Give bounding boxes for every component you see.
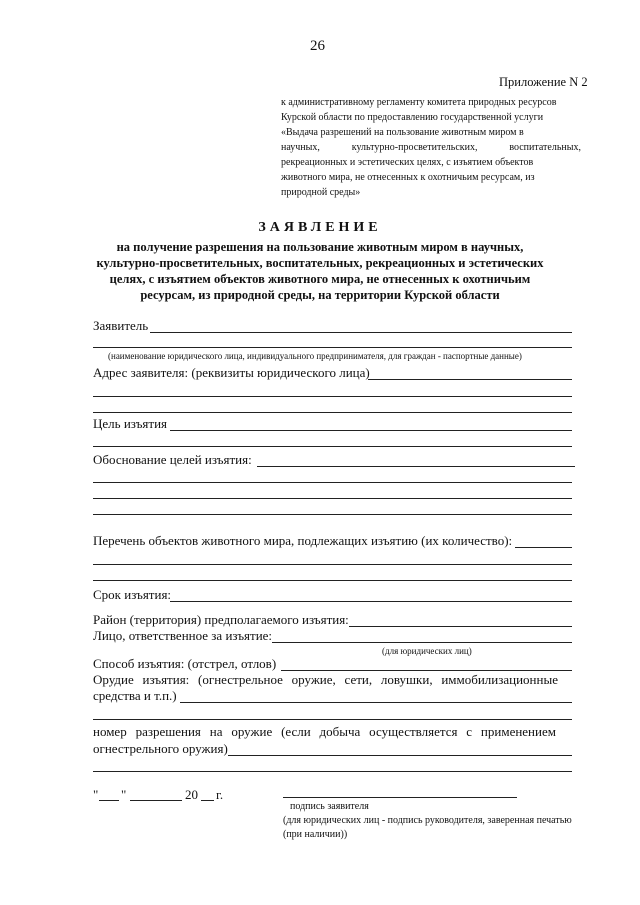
term-label: Срок изъятия: xyxy=(93,587,172,602)
purpose-field[interactable] xyxy=(93,446,572,447)
objects-field[interactable] xyxy=(515,547,572,548)
purpose-field[interactable] xyxy=(170,430,572,431)
permit-field[interactable] xyxy=(228,755,572,756)
address-field[interactable] xyxy=(93,412,572,413)
permit-word: на xyxy=(209,724,223,739)
title-line: культурно-просветительных, воспитательных, рекреационных и эстетических xyxy=(96,256,544,270)
tools-word: сети, xyxy=(344,672,373,687)
date-year-suffix: г. xyxy=(216,787,224,802)
date-year-prefix: 20 xyxy=(185,787,198,802)
reglament-line xyxy=(281,142,581,153)
reglament-line: животного мира, не отнесенных к охотничьим ресурсам, из xyxy=(281,172,535,183)
document-title: ЗАЯВЛЕНИЕ xyxy=(258,220,382,235)
address-field[interactable] xyxy=(93,396,572,397)
tools-label-line2: средства и т.п.) xyxy=(93,688,177,703)
permit-field[interactable] xyxy=(93,771,572,772)
appendix-label: Приложение N 2 xyxy=(499,75,588,89)
district-label: Район (территория) предполагаемого изъятия: xyxy=(93,612,349,627)
signature-hint: (при наличии)) xyxy=(283,829,348,840)
tools-word: ловушки, xyxy=(380,672,433,687)
justification-field[interactable] xyxy=(257,466,575,467)
title-line: ресурсам, из природной среды, на территории Курской области xyxy=(140,288,500,302)
permit-word: осуществляется xyxy=(369,724,458,739)
objects-field[interactable] xyxy=(93,564,572,565)
tools-word: оружие, xyxy=(291,672,336,687)
reglament-line: к административному регламенту комитета природных ресурсов xyxy=(281,97,557,108)
responsible-hint: (для юридических лиц) xyxy=(382,646,472,656)
reglament-line: рекреационных и эстетических целях, с изъятием объектов xyxy=(281,157,534,168)
applicant-hint: (наименование юридического лица, индивидуального предпринимателя, для граждан - паспортные данные) xyxy=(108,351,522,361)
responsible-label: Лицо, ответственное за изъятие: xyxy=(93,628,273,643)
permit-word: с xyxy=(466,724,473,739)
title-line: на получение разрешения на пользование животным миром в научных, xyxy=(116,240,524,254)
reglament-line: природной среды» xyxy=(281,187,361,198)
district-field[interactable] xyxy=(349,626,572,627)
objects-label: Перечень объектов животного мира, подлежащих изъятию (их количество): xyxy=(93,533,513,548)
method-field[interactable] xyxy=(281,670,572,671)
tools-word: иммобилизационные xyxy=(441,672,558,687)
justification-field[interactable] xyxy=(93,482,572,483)
permit-word: (если xyxy=(281,724,311,739)
date-month-field[interactable] xyxy=(130,800,182,801)
permit-word: добыча xyxy=(319,724,361,739)
tools-field[interactable] xyxy=(93,719,572,720)
tools-label-line xyxy=(93,672,558,688)
objects-field[interactable] xyxy=(93,580,572,581)
tools-field[interactable] xyxy=(180,702,572,703)
permit-label-line2: огнестрельного оружия) xyxy=(93,741,228,756)
applicant-field[interactable] xyxy=(150,332,572,333)
permit-word: оружие xyxy=(231,724,273,739)
tools-word: изъятия: xyxy=(142,672,190,687)
reglament-word: воспитательных, xyxy=(509,142,581,153)
purpose-label: Цель изъятия xyxy=(93,416,168,431)
permit-word: разрешения xyxy=(135,724,201,739)
title-line: целях, с изъятием объектов животного мира, не отнесенных к охотничьим xyxy=(109,272,531,286)
tools-word: Орудие xyxy=(93,672,134,687)
date-quote-close: " xyxy=(121,787,127,802)
signature-field[interactable] xyxy=(283,797,517,798)
permit-word: применением xyxy=(480,724,556,739)
reglament-word: культурно-просветительских, xyxy=(351,142,478,153)
page-number: 26 xyxy=(310,38,325,54)
tools-word: (огнестрельное xyxy=(198,672,283,687)
reglament-word: научных, xyxy=(281,142,320,153)
date-day-field[interactable] xyxy=(99,800,119,801)
applicant-field[interactable] xyxy=(93,347,572,348)
justification-label: Обоснование целей изъятия: xyxy=(93,452,252,467)
signature-label: подпись заявителя xyxy=(290,801,369,812)
justification-field[interactable] xyxy=(93,498,572,499)
applicant-label: Заявитель xyxy=(93,318,149,333)
responsible-field[interactable] xyxy=(272,642,572,643)
justification-field[interactable] xyxy=(93,514,572,515)
term-field[interactable] xyxy=(170,601,572,602)
signature-hint: (для юридических лиц - подпись руководителя, заверенная печатью xyxy=(283,815,572,826)
reglament-line: Курской области по предоставлению государственной услуги xyxy=(281,112,544,123)
address-label: Адрес заявителя: (реквизиты юридического лица) xyxy=(93,365,370,380)
permit-word: номер xyxy=(93,724,127,739)
address-field[interactable] xyxy=(368,379,572,380)
date-quote-open: " xyxy=(93,787,99,802)
method-label: Способ изъятия: (отстрел, отлов) xyxy=(93,656,277,671)
date-year-field[interactable] xyxy=(201,800,214,801)
permit-label-line xyxy=(93,724,556,740)
reglament-line: «Выдача разрешений на пользование животным миром в xyxy=(281,127,524,138)
